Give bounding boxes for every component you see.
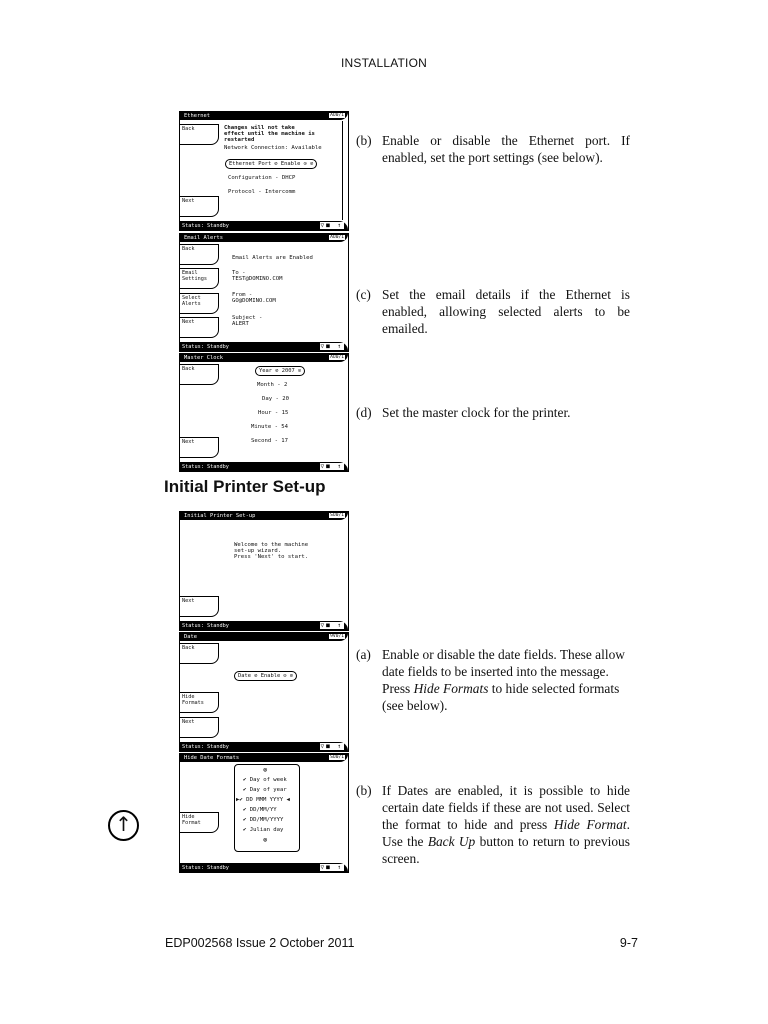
format-dd-mmm-yyyy[interactable]: ▶✔ DD MMM YYYY ◀: [236, 797, 290, 803]
screen-title-bar: [180, 512, 348, 520]
to-label: To -: [232, 270, 246, 276]
paragraph-text-part: Enable or disable the date fields. These allow date fields to be inserted into the message. Press: [382, 647, 625, 696]
email-alerts-state: Email Alerts are Enabled: [232, 255, 313, 261]
footer-doc-ref: EDP002568 Issue 2 October 2011: [165, 936, 355, 950]
paragraph-label: (c): [356, 287, 371, 302]
status-text: Status: Standby: [182, 623, 229, 629]
minute-field[interactable]: Minute - 54: [251, 424, 289, 430]
paragraph-text-part: button to return to previous screen.: [382, 834, 630, 866]
screen-title: Master Clock: [184, 355, 223, 361]
status-bar: [180, 462, 348, 471]
welcome-line: Press 'Next' to start.: [234, 554, 309, 560]
paragraph-date: [356, 646, 630, 718]
back-button[interactable]: Back: [179, 364, 219, 385]
next-button[interactable]: Next: [179, 196, 219, 217]
hide-formats-button[interactable]: Hide Formats: [179, 692, 219, 713]
paragraph-text: Set the email details if the Ethernet is enabled, allowing selected alerts to be emailed.: [382, 287, 630, 336]
next-button[interactable]: Next: [179, 317, 219, 338]
status-icons: ▽■ ↑: [320, 743, 343, 750]
status-bar: [180, 742, 348, 751]
back-up-icon: ↑: [108, 810, 139, 841]
date-screen: [179, 632, 349, 752]
email-settings-button[interactable]: Email Settings: [179, 268, 219, 289]
back-button[interactable]: Back: [179, 244, 219, 265]
warning-line: restarted: [224, 137, 255, 143]
status-text: Status: Standby: [182, 744, 229, 750]
paragraph-label: (b): [356, 783, 372, 798]
screen-title: Hide Date Formats: [184, 755, 240, 761]
back-button[interactable]: Back: [179, 124, 219, 145]
month-field[interactable]: Month - 2: [257, 382, 288, 388]
paragraph-ethernet: [356, 132, 630, 192]
year-stepper[interactable]: Year ⊘ 2007 ⊙: [255, 366, 305, 376]
day-field[interactable]: Day - 20: [262, 396, 289, 402]
welcome-line: Welcome to the machine: [234, 542, 309, 548]
protocol-field[interactable]: Protocol - Intercomm: [228, 189, 296, 195]
paragraph-hide-formats: [356, 782, 630, 872]
screen-title-bar: [180, 234, 348, 242]
hide-date-formats-screen: [179, 753, 349, 873]
format-dd-mm-yy[interactable]: ✔ DD/MM/YY: [243, 807, 277, 813]
date-enable-toggle[interactable]: Date ⊘ Enable ⊙ ⊘: [234, 671, 297, 681]
screen-title-bar: [180, 754, 348, 762]
screen-title: Email Alerts: [184, 235, 223, 241]
paragraph-label: (b): [356, 133, 372, 148]
page-header: INSTALLATION: [341, 56, 427, 70]
paragraph-text: [382, 646, 630, 714]
status-bar: [180, 342, 348, 351]
paragraph-label: (d): [356, 405, 372, 420]
status-bar: [180, 621, 348, 630]
paragraph-emphasis: Back Up: [427, 834, 476, 849]
master-clock-screen: [179, 353, 349, 472]
status-bar: [180, 863, 348, 872]
screen-code: SU0/1: [330, 513, 344, 518]
status-icons: ▽■ ↑: [320, 343, 343, 350]
setup-wizard-screen: [179, 511, 349, 631]
status-icons: ▽■ ↑: [320, 622, 343, 629]
to-value: TEST@DOMINO.COM: [232, 276, 283, 282]
screen-title: Date: [184, 634, 197, 640]
screen-title: Ethernet: [184, 113, 210, 119]
status-text: Status: Standby: [182, 464, 229, 470]
screen-code: AU0/1: [330, 113, 344, 118]
email-alerts-screen: [179, 233, 349, 352]
paragraph-text-part: to hide selected formats (see below).: [382, 681, 620, 713]
network-status: Network Connection: Available: [224, 145, 322, 151]
scroll-up-icon[interactable]: ⊗: [263, 766, 268, 774]
welcome-line: set-up wizard.: [234, 548, 282, 554]
paragraph-label: (a): [356, 647, 371, 662]
scrollbar[interactable]: [342, 121, 348, 220]
warning-line: Changes will not take: [224, 125, 295, 131]
paragraph-text: Enable or disable the Ethernet port. If enabled, set the port settings (see below).: [382, 133, 630, 165]
hour-field[interactable]: Hour - 15: [258, 410, 289, 416]
screen-code: AU0/1: [330, 235, 344, 240]
screen-title-bar: [180, 633, 348, 641]
format-day-of-week[interactable]: ✔ Day of week: [243, 777, 287, 783]
screen-code: 9V0/1: [330, 634, 344, 639]
format-julian-day[interactable]: ✔ Julian day: [243, 827, 284, 833]
subject-value: ALERT: [232, 321, 249, 327]
next-button[interactable]: Next: [179, 596, 219, 617]
status-text: Status: Standby: [182, 344, 229, 350]
section-heading: Initial Printer Set-up: [164, 477, 326, 496]
status-bar: [180, 221, 348, 230]
subject-label: Subject -: [232, 315, 263, 321]
back-button[interactable]: Back: [179, 643, 219, 664]
ethernet-port-toggle[interactable]: Ethernet Port ⊘ Enable ⊙ ⊘: [225, 159, 317, 169]
format-day-of-year[interactable]: ✔ Day of year: [243, 787, 287, 793]
second-field[interactable]: Second - 17: [251, 438, 289, 444]
paragraph-emphasis: Hide Format: [553, 817, 627, 832]
status-icons: ▽■ ↑: [320, 222, 343, 229]
footer-page-number: 9-7: [619, 936, 638, 950]
paragraph-text-part: . Use the: [382, 817, 630, 849]
warning-line: effect until the machine is: [224, 131, 315, 137]
screen-title-bar: [180, 354, 348, 362]
status-text: Status: Standby: [182, 865, 229, 871]
paragraph-text-part: If Dates are enabled, it is possible to hide certain date fields if these are not used. Select the format to hide and press: [382, 783, 630, 832]
paragraph-clock: [356, 404, 630, 424]
screen-code: AU0/1: [330, 355, 344, 360]
select-alerts-button[interactable]: Select Alerts: [179, 293, 219, 314]
from-label: From -: [232, 292, 253, 298]
paragraph-text: [382, 782, 630, 867]
status-icons: ▽■ ↑: [320, 864, 343, 871]
format-dd-mm-yyyy[interactable]: ✔ DD/MM/YYYY: [243, 817, 284, 823]
paragraph-email: [356, 286, 630, 346]
screen-code: SU0/1: [330, 755, 344, 760]
scroll-down-icon[interactable]: ⊗: [263, 836, 268, 844]
hide-format-button[interactable]: Hide Format: [179, 812, 219, 833]
screen-title: Initial Printer Set-up: [184, 513, 256, 519]
paragraph-emphasis: Hide Formats: [413, 681, 489, 696]
ethernet-screen: [179, 111, 349, 231]
next-button[interactable]: Next: [179, 717, 219, 738]
configuration-field[interactable]: Configuration - DHCP: [228, 175, 296, 181]
from-value: GO@DOMINO.COM: [232, 298, 276, 304]
next-button[interactable]: Next: [179, 437, 219, 458]
screen-title-bar: [180, 112, 348, 120]
status-icons: ▽■ ↑: [320, 463, 343, 470]
paragraph-text: Set the master clock for the printer.: [382, 405, 571, 420]
status-text: Status: Standby: [182, 223, 229, 229]
